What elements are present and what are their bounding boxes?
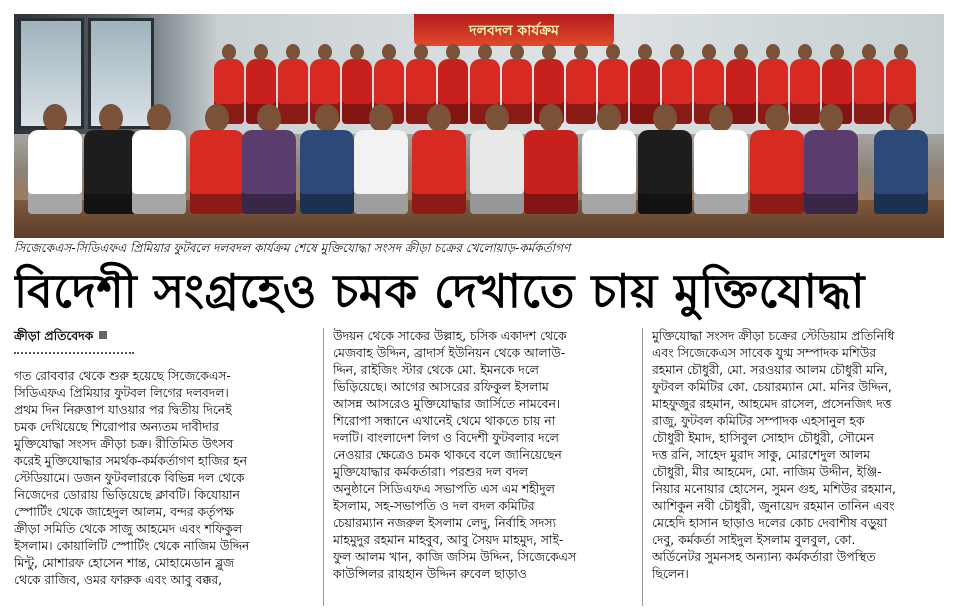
person-figure (582, 104, 636, 214)
article-line: দলটি। বাংলাদেশ লিগ ও বিদেশী ফুটবলার দলে (333, 431, 559, 445)
article-line: আশিকুন নবী চৌধুরী, জুনায়েদ রহমান তানিন এবং (652, 499, 895, 513)
article-line: ইসলাম। কোয়ালিটি স্পোর্টিং থেকে নাজিম উদ্দিন (14, 539, 250, 553)
column-divider (323, 328, 324, 606)
person-figure (470, 104, 524, 214)
article-line: চৌধুরী ইমাদ, হাসিবুল সোহাদ চৌধুরী, সৌমেন (652, 431, 874, 445)
article-line: সিডিএফএ প্রিমিয়ার ফুটবল লিগের দলবদল। (14, 386, 229, 400)
byline (14, 328, 314, 346)
article-line: ছিলেন। (652, 567, 689, 581)
person-figure (354, 104, 408, 214)
byline-text: ক্রীড়া প্রতিবেদক (14, 329, 94, 343)
article-line: অর্ডিনেটর সুমনসহ অন্যান্য কর্মকর্তারা উপস্থিত (652, 550, 876, 564)
article-line: ভিড়িয়েছে। আগের আসরের রফিকুল ইসলাম (333, 380, 549, 394)
article-line: করেই মুক্তিযোদ্ধার সমর্থক-কর্মকর্তাগণ হাজির হন (14, 454, 247, 468)
person-figure (132, 104, 186, 214)
person-figure (804, 104, 858, 214)
article-line: স্টেডিয়ামে। ডজন ফুটবলারকে বিভিন্ন দল থেকে (14, 471, 245, 485)
article-line: মেজবাহ উদ্দিন, ব্রাদার্স ইউনিয়ন থেকে আলাউ- (333, 346, 566, 360)
headline: বিদেশী সংগ্রহেও চমক দেখাতে চায় মুক্তিযোদ্ধা (14, 264, 865, 318)
article-line: উদয়ন থেকে সাকের উল্লাহ, চসিক একাদশ থেকে (333, 329, 567, 343)
article-line: মাহফুজুর রহমান, আহমেদ রাসেল, প্রসেনজিৎ দত্ত (652, 397, 892, 411)
article-line: অনুষ্ঠানে সিডিএফএ সভাপতি এস এম শহীদুল (333, 482, 555, 496)
article-line: থেকে রাজিব, ওমর ফারুক এবং আবু বক্কর, (14, 573, 223, 587)
article-line: রাজু, ফুটবল কমিটির সম্পাদক এহসানুল হক (652, 414, 865, 428)
article-line: দেবু, কর্মকর্তা সাইদুল ইসলাম বুলবুল, কো. (652, 533, 856, 547)
article-line: মাহমুদুর রহমান মাহবুব, আবু সৈয়দ মাহমুদ, সাই- (333, 533, 564, 547)
person-figure (84, 104, 138, 214)
article-line: মুক্তিযোদ্ধা সংসদ ক্রীড়া চক্র। রীতিমিত উৎসব (14, 437, 234, 451)
article-line: ইসলাম, সহ-সভাপতি ও দল বদল কমিটির (333, 499, 535, 513)
person-figure (242, 104, 296, 214)
person-figure (874, 104, 928, 214)
article-line: প্রথম দিন নিরুত্তাপ যাওয়ার পর দ্বিতীয় দিনেই (14, 403, 232, 417)
column-1-text (14, 368, 314, 589)
article-line: ক্রীড়া সমিতি থেকে সাজু আহমেদ এবং শফিকুল (14, 522, 243, 536)
article-line: চমক দেখিয়েছে শিরোপার অন্যতম দাবীদার (14, 420, 219, 434)
article-line: কাউন্সিলর রায়হান উদ্দিন রুবেল ছাড়াও (333, 567, 527, 581)
team-photo (14, 14, 944, 238)
person-figure (524, 104, 578, 214)
person-figure (300, 104, 354, 214)
article-line: মুক্তিযোদ্ধা সংসদ ক্রীড়া চক্রের স্টেডিয়াম প্রতিনিধি (652, 329, 895, 343)
person-figure (28, 104, 82, 214)
article-line: রহমান চৌধুরী, মো. সরওয়ার আলম চৌধুরী মনি, (652, 363, 888, 377)
article-line: মিন্টু, মোশারফ হোসেন শান্ত, মোহামেডান ব্লুজ (14, 556, 235, 570)
article-line: ফুল আলম খান, কাজি জসিম উদ্দিন, সিজেকেএস (333, 550, 577, 564)
person-figure (412, 104, 466, 214)
article-line: মুক্তিযোদ্ধার কর্মকর্তারা। পরশুর দল বদল (333, 465, 528, 479)
article-line: স্পোর্টিং থেকে জাহেদুল আলম, বন্দর কর্তৃপক্ষ (14, 505, 234, 519)
article-line: চৌধুরী, মীর আহমেদ, মো. নাজিম উদ্দীন, ইঞ্জি- (652, 465, 882, 479)
article-line: নেওয়ার ক্ষেত্রেও চমক থাকবে বলে জানিয়েছেন (333, 448, 562, 462)
article-line: চেয়ারম্যান নজরুল ইসলাম লেদু, নির্বাহি সদস্য (333, 516, 557, 530)
article-line: ফুটবল কমিটির কো. চেয়ারম্যান মো. মনির উদ্দিন, (652, 380, 892, 394)
column-2-text (333, 328, 635, 583)
article-line: গত রোববার থেকে শুরু হয়েছে সিজেকেএস- (14, 369, 231, 383)
article-line: শিরোপা সন্ধানে এখানেই থেমে থাকতে চায় না (333, 414, 556, 428)
photo-banner-text: দলবদল কার্যক্রম (469, 23, 559, 39)
column-3-text (652, 328, 946, 583)
article-line: মেহেদি হাসান ছাড়াও দলের কোচ দেবাশীষ বড়ুয়া (652, 516, 888, 530)
article-line: দ্দিন, রাইজিং স্টার থেকে মো. ইমনকে দলে (333, 363, 539, 377)
article-line: নিজেদের ডোরায় ভিড়িয়েছে ক্লাবটি। কিযোয়ান (14, 488, 240, 502)
article-column-3 (652, 328, 946, 583)
column-divider (642, 328, 643, 606)
photo-caption: সিজেকেএস-সিডিএফএ প্রিমিয়ার ফুটবলে দলবদল কার্যক্রম শেষে মুক্তিযোদ্ধা সংসদ ক্রীড়া চক্রের খেলোয়াড়-কর্মকর্তাগণ (14, 241, 571, 255)
article-line: দত্ত রনি, সাহেদ মুরাদ সাকু, মোরশেদুল আলম (652, 448, 870, 462)
byline-dots-divider (14, 346, 134, 354)
person-figure (750, 104, 804, 214)
person-figure (190, 104, 244, 214)
person-figure (638, 104, 692, 214)
article-column-2 (333, 328, 635, 583)
article-line: আসন্ন আসরেও মুক্তিযোদ্ধার জার্সিতে নামবেন। (333, 397, 561, 411)
article-line: এবং সিজেকেএস সাবেক যুগ্ম সম্পাদক মশিউর (652, 346, 876, 360)
byline-square-icon (99, 331, 107, 339)
person-figure (694, 104, 748, 214)
article-column-1 (14, 328, 314, 589)
article-line: নিয়ার মনোয়ার হোসেন, সুমন গুহ, মশিউর রহমান, (652, 482, 896, 496)
